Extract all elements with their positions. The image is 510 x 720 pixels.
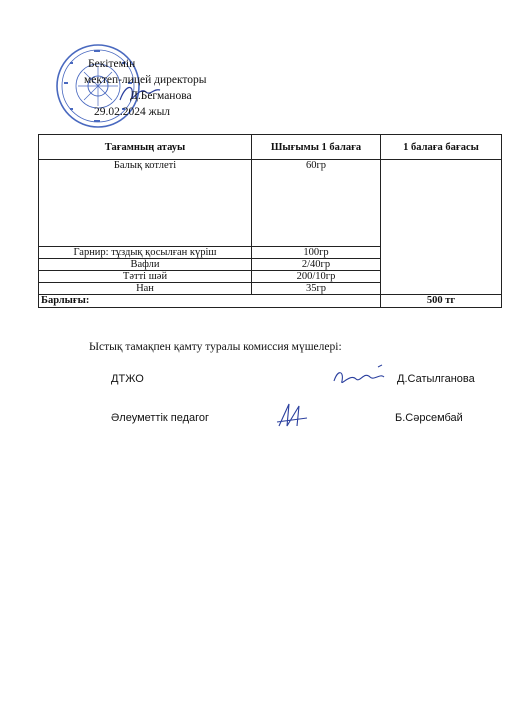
commission-title: Ыстық тамақпен қамту туралы комиссия мүшелері: — [89, 341, 342, 353]
total-empty-cell — [252, 295, 381, 308]
approval-title: Бекітемін — [88, 58, 136, 70]
dish-name: Нан — [39, 283, 252, 295]
total-label: Барлығы: — [39, 295, 252, 308]
table-row — [39, 160, 502, 247]
dish-portion: 2/40гр — [252, 259, 381, 271]
header-portion: Шығымы 1 балаға — [252, 135, 381, 160]
signatory-signature — [330, 363, 390, 389]
approval-block — [84, 56, 207, 120]
total-row — [39, 295, 502, 308]
dish-name: Тәтті шәй — [39, 271, 252, 283]
menu-table — [38, 134, 502, 308]
total-value: 500 тг — [381, 295, 502, 308]
dish-portion: 200/10гр — [252, 271, 381, 283]
price-cell — [381, 160, 502, 295]
signatory-name: Д.Сатылганова — [397, 373, 475, 385]
dish-name: Балық котлеті — [39, 160, 252, 247]
signatory-signature — [275, 400, 309, 430]
approval-position: мектеп-лицей директоры — [84, 74, 207, 86]
table-header-row — [39, 135, 502, 160]
approval-date: 29.02.2024 жыл — [94, 106, 171, 118]
signatory-role: ДТЖО — [111, 373, 144, 385]
approval-director-name: Д.Бегманова — [130, 90, 192, 102]
dish-portion: 60гр — [252, 160, 381, 247]
dish-portion: 35гр — [252, 283, 381, 295]
signatory-role: Әлеуметтік педагог — [111, 412, 210, 424]
dish-name: Гарнир: тұздық қосылған күріш — [39, 247, 252, 259]
header-price: 1 балаға бағасы — [381, 135, 502, 160]
dish-name: Вафли — [39, 259, 252, 271]
header-dish-name: Тағамның атауы — [39, 135, 252, 160]
signatory-name: Б.Сәрсембай — [395, 412, 463, 424]
dish-portion: 100гр — [252, 247, 381, 259]
